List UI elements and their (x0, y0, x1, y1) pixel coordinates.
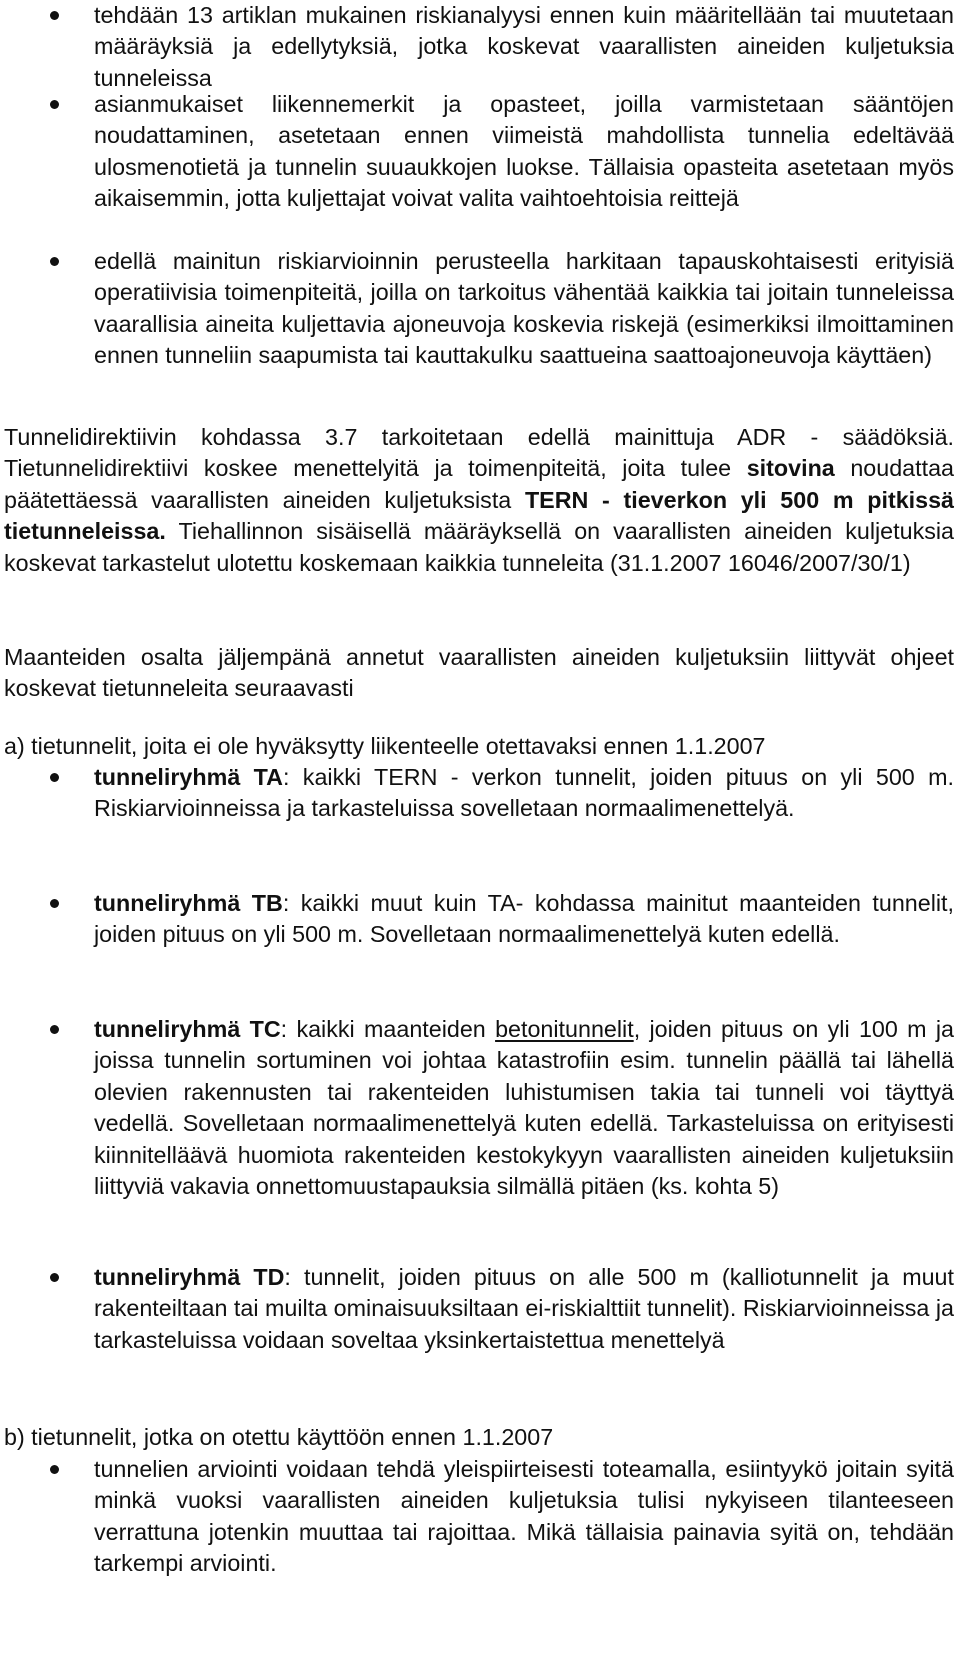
group-label: tunneliryhmä TC (94, 1016, 281, 1042)
paragraph-guidelines: Maanteiden osalta jäljempänä annetut vaarallisten aineiden kuljetuksiin liittyvät ohjeet koskevat tietunneleita seuraavasti (4, 644, 954, 702)
section-heading-a: a) tietunnelit, joita ei ole hyväksytty liikenteelle otettavaksi ennen 1.1.2007 (4, 733, 766, 759)
bullet-icon (50, 773, 59, 782)
bold-text: sitovina (746, 455, 835, 482)
group-text: : kaikki muut kuin TA- kohdassa mainitut maanteiden tunnelit, joiden pituus on yli 500 m. Sovelletaan normaalimenettelyä kuten edellä. (94, 890, 954, 948)
bullet-icon (50, 1465, 59, 1474)
paragraph-directive (4, 422, 954, 579)
underlined-text: betonitunnelit (495, 1016, 634, 1042)
group-label: tunneliryhmä TA (94, 764, 283, 790)
group-label: tunneliryhmä TB (94, 890, 283, 916)
bullet-icon (50, 100, 59, 109)
bullet-text: edellä mainitun riskiarvioinnin perusteella harkitaan tapauskohtaisesti erityisiä operatiivisia toimenpiteitä, joilla on tarkoitus vähentää kaikkia tai joitain tunneleissa vaarallisia aineita kuljettavia ajoneuvoja koskevia riskejä (esimerkiksi ilmoittaminen ennen tunneliin saapumista tai kauttakulku saattueina saattoajoneuvoja käyttäen) (94, 248, 954, 369)
bullet-text: asianmukaiset liikennemerkit ja opasteet, joilla varmistetaan sääntöjen noudattaminen, asetetaan ennen viimeistä mahdollista tunnelia edeltävää ulosmenotietä ja tunnelin suuaukkojen luokse. Tällaisia opasteita asetetaan myös aikaisemmin, jotta kuljettajat voivat valita vaihtoehtoisia reittejä (94, 91, 954, 212)
bold-text: TERN - tieverkon yli 500 m pitkissä tietunneleissa. (4, 486, 954, 545)
group-text: : kaikki maanteiden (280, 1016, 496, 1042)
bullet-text: tunnelien arviointi voidaan tehdä yleispiirteisesti toteamalla, esiintyykö joitain syitä minkä vuoksi vaarallisten aineiden kuljetuksia tulisi nykyiseen tilanteeseen verrattuna jotenkin muuttaa tai rajoittaa. Mikä tällaisia painavia syitä on, tehdään tarkempi arviointi. (94, 1456, 954, 1577)
group-label: tunneliryhmä TD (94, 1264, 285, 1290)
paragraph-text: Tunnelidirektiivin kohdassa 3.7 tarkoitetaan edellä mainittuja ADR - säädöksiä. Tietunnelidirektiivi koskee menettelyitä ja toimenpiteitä, joita tulee (4, 424, 954, 482)
bullet-text (94, 762, 954, 825)
bullet-text (94, 888, 954, 951)
bullet-icon (50, 899, 59, 908)
paragraph-text: noudattaa päätettäessä vaarallisten aineiden kuljetuksista (4, 455, 954, 513)
bullet-icon (50, 1025, 59, 1034)
bullet-text (94, 1014, 954, 1202)
bullet-icon (50, 257, 59, 266)
bullet-icon (50, 11, 59, 20)
bullet-icon (50, 1273, 59, 1282)
bullet-text (94, 1262, 954, 1356)
bullet-text: tehdään 13 artiklan mukainen riskianalyysi ennen kuin määritellään tai muutetaan määräyksiä ja edellytyksiä, jotka koskevat vaarallisten aineiden kuljetuksia tunneleissa (94, 2, 954, 91)
group-text: : tunnelit, joiden pituus on alle 500 m (kalliotunnelit ja muut rakenteiltaan tai muilta ominaisuuksiltaan ei-riskialttiit tunnelit). Riskiarvioinneissa ja tarkasteluissa voidaan soveltaa yksinkertaistettua menettelyä (94, 1264, 954, 1353)
section-heading-b: b) tietunnelit, jotka on otettu käyttöön ennen 1.1.2007 (4, 1424, 554, 1450)
group-text: : kaikki TERN - verkon tunnelit, joiden pituus on yli 500 m. Riskiarvioinneissa ja tarkasteluissa sovelletaan normaalimenettelyä. (94, 764, 954, 822)
paragraph-text: Tiehallinnon sisäisellä määräyksellä on vaarallisten aineiden kuljetuksia koskevat tarkastelut ulotettu koskemaan kaikkia tunneleita (31.1.2007 16046/2007/30/1) (4, 518, 954, 576)
group-text: , joiden pituus on yli 100 m ja joissa tunnelin sortuminen voi johtaa katastrofiin esim. tunnelin päällä tai lähellä olevien rakennusten tai rakenteiden luhistumisen takia tai tunneli voi täyttyä vedellä. Sovelletaan normaalimenettelyä kuten edellä. Tarkasteluissa on erityisesti kiinnitelläävä huomiota rakenteiden kestokykyyn vaarallisten aineiden kuljetuksiin liittyviä vakavia onnettomuustapauksia silmällä pitäen (ks. kohta 5) (94, 1016, 955, 1200)
